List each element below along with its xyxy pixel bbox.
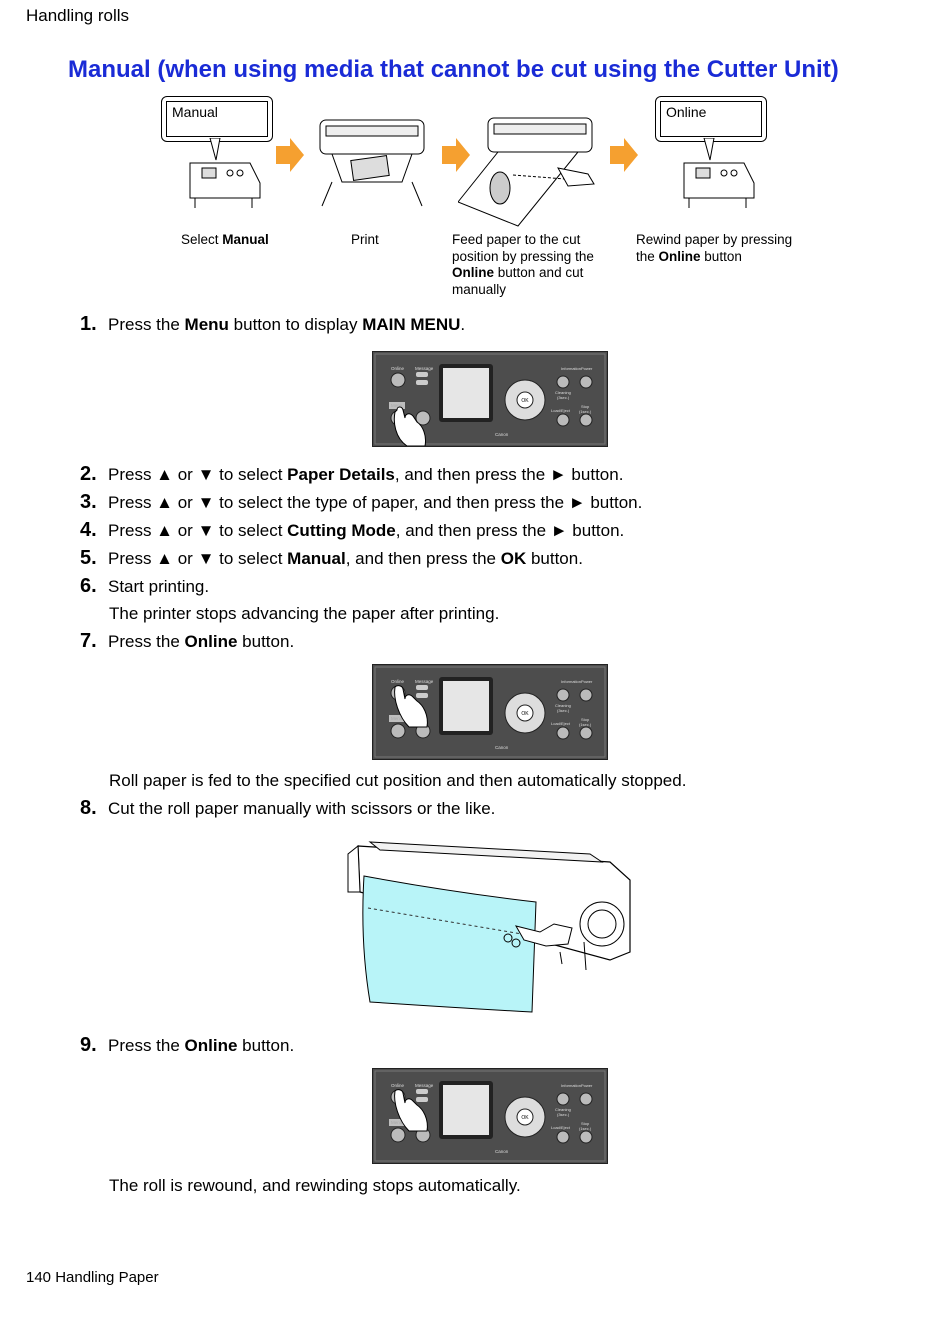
caption-select-manual: Select Manual bbox=[181, 232, 269, 247]
arrow-icon bbox=[610, 138, 638, 172]
online-button-label: Online bbox=[391, 679, 405, 684]
display-screen bbox=[443, 1085, 489, 1135]
step-text: Press ▲ or ▼ to select bbox=[108, 521, 288, 540]
online-button-label: Online bbox=[391, 366, 405, 371]
printer-manual-cut-illustration bbox=[340, 832, 640, 1028]
information-button-label: Information bbox=[561, 366, 582, 371]
load-eject-button-label: Load/Eject bbox=[551, 408, 570, 413]
cleaning-button-sublabel: (3sec.) bbox=[557, 1112, 570, 1117]
step-number: 8. bbox=[80, 797, 97, 819]
cleaning-button-sublabel: (3sec.) bbox=[557, 708, 570, 713]
step-4 bbox=[80, 519, 624, 542]
caption-rewind: Rewind paper by pressing the Online button bbox=[636, 232, 793, 264]
message-lamp bbox=[416, 1089, 428, 1094]
step-number: 5. bbox=[80, 547, 97, 569]
menu-button[interactable] bbox=[391, 724, 405, 738]
operation-panel-online-2 bbox=[372, 1068, 608, 1164]
step-keyword: OK bbox=[500, 549, 527, 568]
online-button[interactable] bbox=[391, 373, 405, 387]
note-after-step-6: The printer stops advancing the paper after printing. bbox=[109, 604, 500, 623]
operation-panel-online bbox=[372, 664, 608, 760]
load-eject-button[interactable] bbox=[557, 1131, 569, 1143]
step-2 bbox=[80, 463, 623, 486]
step-number: 1. bbox=[80, 313, 97, 335]
step-9 bbox=[80, 1034, 294, 1057]
step-number: 6. bbox=[80, 575, 97, 597]
information-button[interactable] bbox=[557, 1093, 569, 1105]
stop-button[interactable] bbox=[580, 414, 592, 426]
step-text: , and then press the ► button. bbox=[395, 521, 625, 540]
data-lamp bbox=[416, 380, 428, 385]
brand-label: Canon bbox=[495, 745, 509, 750]
step-text: Start printing. bbox=[108, 577, 210, 596]
brand-label: Canon bbox=[495, 432, 509, 437]
menu-button[interactable] bbox=[391, 1128, 405, 1142]
data-lamp bbox=[416, 693, 428, 698]
cleaning-button-label: Cleaning bbox=[555, 390, 571, 395]
step-text: Press ▲ or ▼ to select the type of paper, and then press the ► button. bbox=[108, 493, 643, 512]
display-screen bbox=[443, 681, 489, 731]
arrow-icon bbox=[276, 138, 304, 172]
load-eject-button[interactable] bbox=[557, 727, 569, 739]
operation-panel-svg bbox=[373, 1069, 607, 1163]
running-header: Handling rolls bbox=[26, 6, 129, 25]
display-screen bbox=[443, 368, 489, 418]
load-eject-button[interactable] bbox=[557, 414, 569, 426]
cleaning-button-label: Cleaning bbox=[555, 703, 571, 708]
caption-feed-cut: Feed paper to the cut position by pressing the Online button and cut manually bbox=[452, 232, 594, 297]
online-button-label: Online bbox=[391, 1083, 405, 1088]
callout-online-label: Online bbox=[660, 101, 762, 137]
step-keyword: MAIN MENU bbox=[362, 315, 461, 334]
stop-button-label: Stop bbox=[581, 1121, 590, 1126]
information-button[interactable] bbox=[557, 689, 569, 701]
step-text: Cut the roll paper manually with scissors or the like. bbox=[108, 799, 496, 818]
step-number: 3. bbox=[80, 491, 97, 513]
callout-online bbox=[655, 96, 767, 142]
step-text: button. bbox=[237, 1036, 295, 1055]
ok-button-label: OK bbox=[521, 711, 529, 717]
power-button[interactable] bbox=[580, 1093, 592, 1105]
step-number: 7. bbox=[80, 630, 97, 652]
stop-button[interactable] bbox=[580, 727, 592, 739]
page-footer: 140 Handling Paper bbox=[26, 1269, 159, 1286]
step-keyword: Online bbox=[184, 632, 238, 651]
cleaning-button-label: Cleaning bbox=[555, 1107, 571, 1112]
step-5 bbox=[80, 547, 583, 570]
step-text: button to display bbox=[228, 315, 363, 334]
step-number: 2. bbox=[80, 463, 97, 485]
step-text: , and then press the bbox=[345, 549, 501, 568]
note-after-step-7: Roll paper is fed to the specified cut position and then automatically stopped. bbox=[109, 771, 687, 790]
section-title: Manual (when using media that cannot be cut using the Cutter Unit) bbox=[68, 56, 839, 83]
step-3 bbox=[80, 491, 642, 514]
step-1 bbox=[80, 313, 465, 336]
information-button-label: Information bbox=[561, 679, 582, 684]
step-text: Press ▲ or ▼ to select bbox=[108, 465, 288, 484]
stop-button-sublabel: (1sec.) bbox=[579, 1126, 592, 1131]
information-button-label: Information bbox=[561, 1083, 582, 1088]
load-eject-button-label: Load/Eject bbox=[551, 721, 570, 726]
operation-panel-svg bbox=[373, 665, 607, 759]
stop-button-sublabel: (1sec.) bbox=[579, 409, 592, 414]
operation-panel-menu bbox=[372, 351, 608, 447]
message-button-label: Message bbox=[415, 1083, 434, 1088]
operation-panel-svg bbox=[373, 352, 607, 446]
step-text: . bbox=[460, 315, 466, 334]
cleaning-button-sublabel: (3sec.) bbox=[557, 395, 570, 400]
step-7 bbox=[80, 630, 294, 653]
step-keyword: Cutting Mode bbox=[287, 521, 396, 540]
stop-button-label: Stop bbox=[581, 717, 590, 722]
message-lamp bbox=[416, 372, 428, 377]
message-lamp bbox=[416, 685, 428, 690]
brand-label: Canon bbox=[495, 1149, 509, 1154]
step-6 bbox=[80, 575, 209, 598]
step-text: button. bbox=[526, 549, 583, 568]
stop-button-sublabel: (1sec.) bbox=[579, 722, 592, 727]
power-button-label: Power bbox=[581, 679, 593, 684]
power-button[interactable] bbox=[580, 376, 592, 388]
stop-button[interactable] bbox=[580, 1131, 592, 1143]
message-button-label: Message bbox=[415, 366, 434, 371]
step-text: Press the bbox=[108, 315, 185, 334]
control-panel-sketch-2 bbox=[674, 138, 764, 210]
information-button[interactable] bbox=[557, 376, 569, 388]
caption-print: Print bbox=[351, 232, 379, 247]
step-keyword: Menu bbox=[184, 315, 229, 334]
control-panel-sketch-1 bbox=[180, 138, 270, 210]
data-lamp bbox=[416, 1097, 428, 1102]
callout-manual bbox=[161, 96, 273, 142]
ok-button-label: OK bbox=[521, 398, 529, 404]
step-number: 9. bbox=[80, 1034, 97, 1056]
step-text: Press the bbox=[108, 632, 185, 651]
step-keyword: Online bbox=[184, 1036, 238, 1055]
step-text: , and then press the ► button. bbox=[394, 465, 624, 484]
step-text: Press the bbox=[108, 1036, 185, 1055]
power-button-label: Power bbox=[581, 366, 593, 371]
step-text: Press ▲ or ▼ to select bbox=[108, 549, 288, 568]
callout-manual-label: Manual bbox=[166, 101, 268, 137]
step-text: button. bbox=[237, 632, 295, 651]
message-button-label: Message bbox=[415, 679, 434, 684]
note-after-step-9: The roll is rewound, and rewinding stops automatically. bbox=[109, 1176, 521, 1195]
stop-button-label: Stop bbox=[581, 404, 590, 409]
ok-button-label: OK bbox=[521, 1115, 529, 1121]
load-eject-button-label: Load/Eject bbox=[551, 1125, 570, 1130]
printer-feed-cut-sketch bbox=[458, 110, 600, 228]
power-button-label: Power bbox=[581, 1083, 593, 1088]
power-button[interactable] bbox=[580, 689, 592, 701]
step-keyword: Manual bbox=[287, 549, 346, 568]
printer-printing-sketch bbox=[312, 110, 432, 208]
step-number: 4. bbox=[80, 519, 97, 541]
step-8 bbox=[80, 797, 495, 820]
step-keyword: Paper Details bbox=[287, 465, 395, 484]
